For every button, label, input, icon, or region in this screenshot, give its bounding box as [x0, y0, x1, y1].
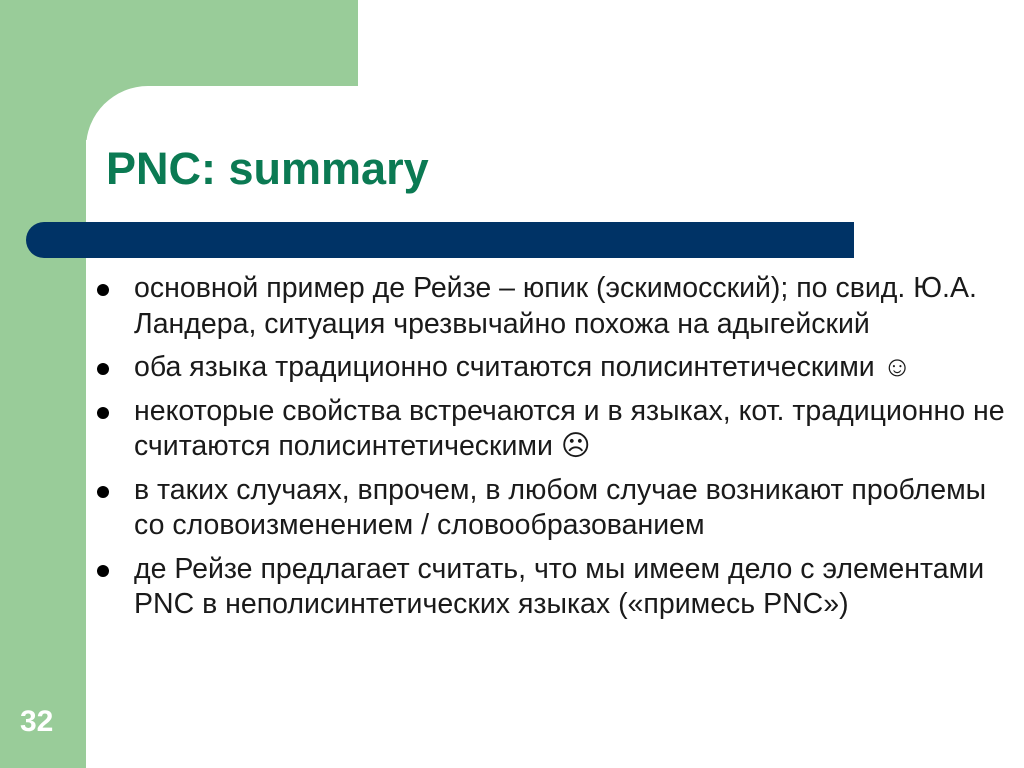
- bullet-dot-icon: [97, 363, 109, 375]
- bullet-item: [95, 473, 1010, 544]
- bullet-text: основной пример де Рейзе – юпик (эскимосский); по свид. Ю.А. Ландера, ситуация чрезвычайно похожа на адыгейский: [134, 272, 977, 340]
- slide-title: PNC: summary: [106, 143, 429, 194]
- bullet-item: [95, 394, 1010, 465]
- page-number: 32: [20, 705, 54, 738]
- bullet-text: де Рейзе предлагает считать, что мы имеем дело с элементами PNC в неполисинтетических языках («примесь PNC»): [134, 552, 985, 620]
- bullet-dot-icon: [97, 565, 109, 577]
- bullet-text: некоторые свойства встречаются и в языках, кот. традиционно не считаются полисинтетическими ☹: [134, 394, 1005, 462]
- bullet-dot-icon: [97, 407, 109, 419]
- bullet-dot-icon: [97, 486, 109, 498]
- bullet-text: в таких случаях, впрочем, в любом случае возникают проблемы со словоизменением / словообразованием: [134, 473, 987, 541]
- bullet-item: [95, 271, 1010, 342]
- bullet-item: [95, 552, 1010, 623]
- bullet-dot-icon: [97, 284, 109, 296]
- bullet-list: [95, 271, 1010, 631]
- bullet-item: [95, 350, 1010, 386]
- title-divider-bar: [26, 222, 854, 258]
- bullet-text: оба языка традиционно считаются полисинтетическими ☺: [134, 351, 912, 383]
